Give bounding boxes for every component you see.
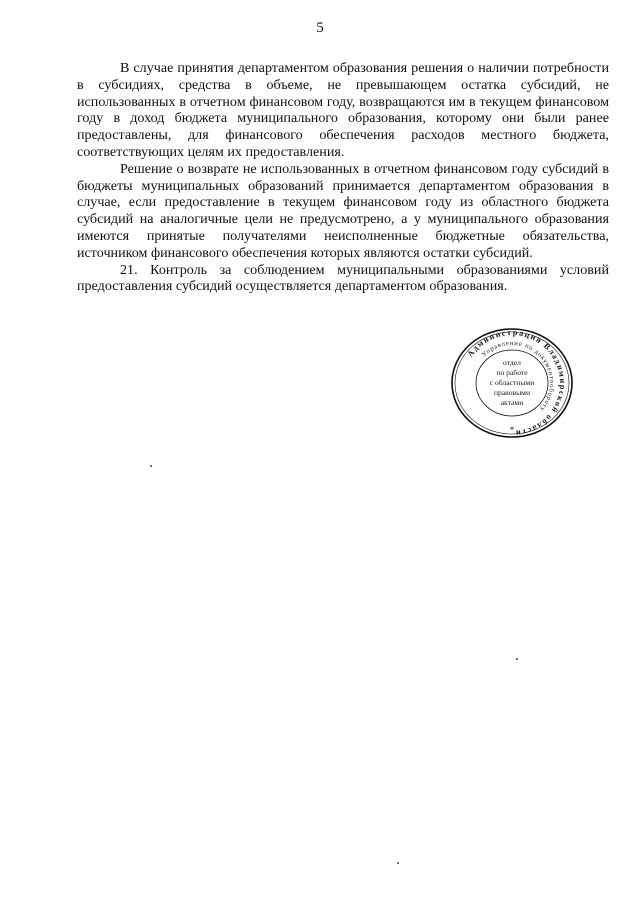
scan-speck [516, 658, 518, 660]
seal-inner-ring-text: Управление по документообороту [480, 339, 556, 413]
seal-center-line-1: отдел [503, 358, 521, 367]
seal-center-line-3: с областными [489, 378, 535, 387]
document-body [77, 60, 609, 295]
seal-star: * [509, 425, 515, 435]
paragraph-subsidy-need: В случае принятия департаментом образования решения о наличии потребности в субсидиях, средства в объеме, не превышающем остатка субсидий, не использованных в отчетном финансовом году, возвращаются им в текущем финансовом году в доход бюджета муниципального образования, которому они были ранее предоставлены, для финансового обеспечения расходов местного бюджета, соответствующих целям их предоставления. [77, 60, 609, 160]
scan-speck [150, 465, 152, 467]
seal-center-line-2: по работе [496, 368, 528, 377]
paragraph-control-clause: 21. Контроль за соблюдением муниципальными образованиями условий предоставления субсидий осуществляется департаментом образования. [77, 261, 609, 295]
page-number: 5 [316, 20, 324, 36]
seal-center-line-5: актами [500, 398, 524, 407]
seal-center-line-4: правовыми [493, 388, 531, 397]
seal-outer-ring-text: Администрация Владимирской области [465, 327, 568, 438]
scan-speck [397, 862, 399, 864]
paragraph-subsidy-return: Решение о возврате не использованных в отчетном финансовом году субсидий в бюджеты муниципальных образований принимается департаментом образования в случае, если предоставление в текущем финансовом году из областного бюджета субсидий на аналогичные цели не предусмотрено, а у муниципального образования имеются принятые получателями неисполненные бюджетные обязательства, источником финансового обеспечения которых являются остатки субсидий. [77, 160, 609, 261]
official-seal [450, 327, 574, 439]
